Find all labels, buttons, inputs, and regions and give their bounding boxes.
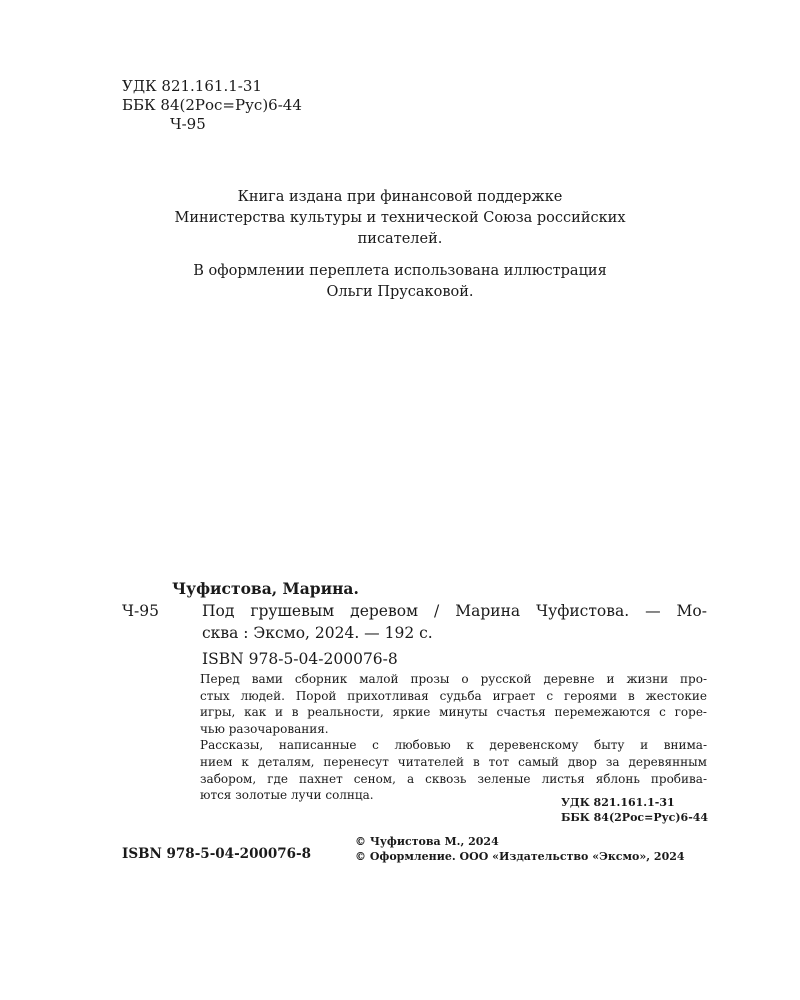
udk-code-small: УДК 821.161.1-31 xyxy=(561,796,675,809)
udk-code: УДК 821.161.1-31 xyxy=(122,77,262,95)
footer-isbn: ISBN 978-5-04-200076-8 xyxy=(122,846,312,862)
support-line: Книга издана при финансовой поддержке xyxy=(237,189,563,205)
support-note xyxy=(100,187,700,250)
record-mark: Ч-95 xyxy=(122,602,159,620)
illustration-note xyxy=(100,261,700,303)
annotation-line: нием к деталям, перенесут читателей в тот самый двор за деревянным xyxy=(200,754,707,769)
annotation-line: игры, как и в реальности, яркие минуты счастья перемежаются с горе- xyxy=(200,705,707,720)
annotation-line: Рассказы, написанные с любовью к деревенскому быту и внима- xyxy=(200,738,707,753)
record-title-line: сква : Эксмо, 2024. — 192 с. xyxy=(202,624,433,642)
author-mark: Ч-95 xyxy=(170,115,206,133)
support-line: писателей. xyxy=(357,231,443,247)
illustration-line: Ольги Прусаковой. xyxy=(326,284,474,300)
bbk-code-small: ББК 84(2Рос=Рус)6-44 xyxy=(561,811,709,824)
record-title-line: Под грушевым деревом / Марина Чуфистова. — Мо- xyxy=(202,602,707,620)
copyright-design: © Оформление. ООО «Издательство «Эксмо», 2024 xyxy=(355,850,685,863)
support-line: Министерства культуры и технической Союза российских xyxy=(174,210,626,226)
annotation xyxy=(200,671,707,804)
annotation-line: стых людей. Порой прихотливая судьба играет с героями в жестокие xyxy=(200,688,707,703)
illustration-line: В оформлении переплета использована иллюстрация xyxy=(193,263,607,279)
record-author: Чуфистова, Марина. xyxy=(172,579,359,598)
copyright-author: © Чуфистова М., 2024 xyxy=(355,835,499,848)
annotation-line: забором, где пахнет сеном, а сквозь зеленые листья яблонь пробива- xyxy=(200,771,707,786)
annotation-line: ются золотые лучи солнца. xyxy=(200,788,374,803)
record-isbn: ISBN 978-5-04-200076-8 xyxy=(202,650,398,668)
annotation-line: чью разочарования. xyxy=(200,721,329,736)
annotation-line: Перед вами сборник малой прозы о русской деревне и жизни про- xyxy=(200,672,707,686)
bbk-code: ББК 84(2Рос=Рус)6-44 xyxy=(122,96,302,114)
